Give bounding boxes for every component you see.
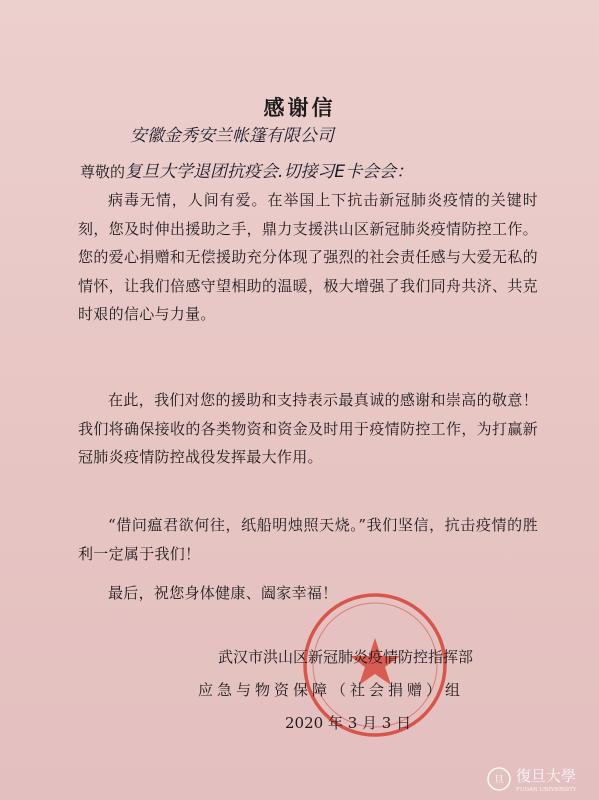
fudan-watermark-logo — [486, 764, 596, 794]
recipient-company: 安徽金秀安兰帐篷有限公司 — [130, 126, 334, 146]
date-block — [0, 712, 599, 733]
paragraph-3: “借问瘟君欲何往，纸船明烛照天烧。”我们坚信，抗击疫情的胜利一定属于我们！ — [78, 516, 538, 563]
letter-body-3 — [78, 511, 538, 568]
recipient-handwritten: 复旦大学退团抗疫会.切接习E卡会会： — [125, 162, 414, 182]
signature-line-1: 武汉市洪山区新冠肺炎疫情防控指挥部 — [218, 648, 474, 666]
paragraph-2: 在此，我们对您的援助和支持表示最真诚的感谢和崇高的敬意！我们将确保接收的各类物资和资金及时用于疫情防控工作，为打赢新冠肺炎疫情防控战役发挥最大作用。 — [78, 391, 538, 467]
greeting-line — [80, 157, 413, 182]
letter-title: 感谢信 — [263, 95, 336, 120]
greeting-prefix: 尊敬的 — [80, 163, 126, 181]
letter-date: 2020 年 3 月 3 日 — [285, 714, 412, 732]
signature-line-2: 应急与物资保障（社会捐赠）组 — [198, 681, 465, 699]
letter-body — [78, 186, 538, 329]
watermark-subtext: FUDAN UNIVERSITY — [516, 787, 577, 793]
signature-block-2 — [0, 679, 599, 700]
paragraph-4: 最后，祝您身体健康、阖家幸福！ — [108, 584, 338, 602]
watermark-text: 復旦大學 — [516, 767, 577, 785]
svg-text:旦: 旦 — [494, 775, 504, 786]
letter-body-2 — [78, 386, 538, 472]
paragraph-1: 病毒无情，人间有爱。在举国上下抗击新冠肺炎疫情的关键时刻，您及时伸出援助之手，鼎力支援洪山区新冠肺炎疫情防控工作。您的爱心捐赠和无偿援助充分体现了强烈的社会责任感与大爱无私的情怀，让我们倍感守望相助的温暖，极大增强了我们同舟共济、共克时艰的信心与力量。 — [78, 191, 538, 324]
signature-block — [0, 646, 599, 667]
